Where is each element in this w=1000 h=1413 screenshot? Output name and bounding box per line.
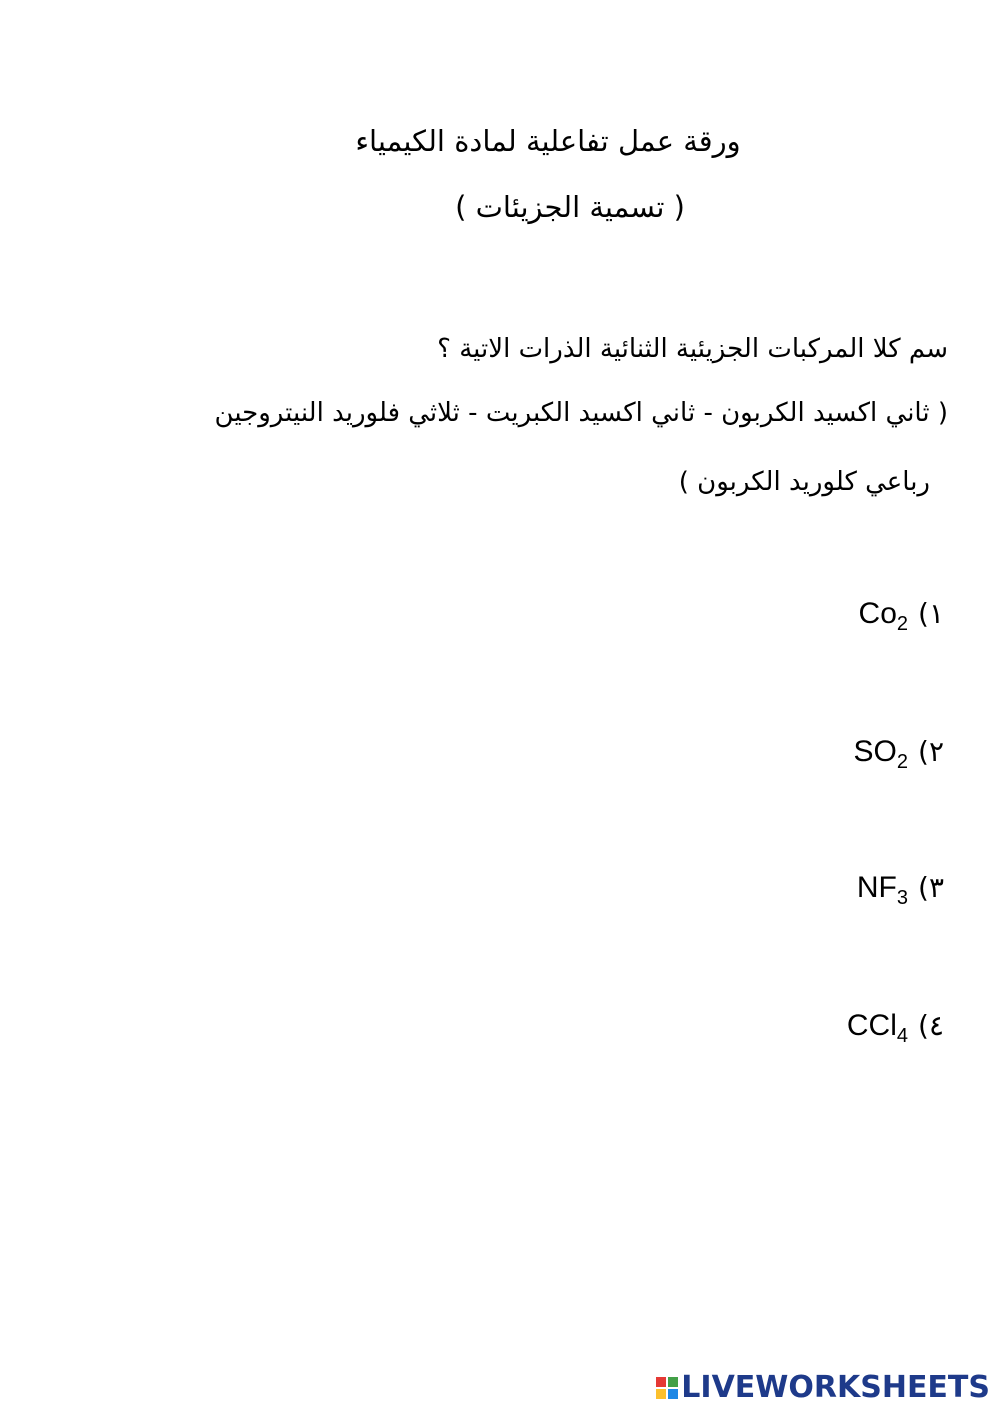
question-instruction: سم كلا المركبات الجزيئية الثنائية الذرات الاتية ؟ (437, 334, 948, 364)
item-number: (١ (918, 597, 944, 630)
formula-item (859, 597, 944, 636)
formula-item (854, 735, 944, 774)
formula: $Co_2$ (858, 597, 909, 635)
worksheet-title: ورقة عمل تفاعلية لمادة الكيمياء (355, 124, 741, 158)
answer-choices-line-2: رباعي كلوريد الكربون ) (678, 467, 930, 497)
answer-choices-line-1: ( ثاني اكسيد الكربون - ثاني اكسيد الكبريت - ثلاثي فلوريد النيتروجين (214, 398, 948, 428)
item-number: (٣ (918, 871, 944, 904)
formula-item (857, 871, 944, 910)
formula: $SO_2$ (853, 735, 909, 773)
logo-text: LIVEWORKSHEETS (681, 1370, 990, 1405)
logo-icon (656, 1377, 678, 1399)
item-number: (٤ (918, 1009, 944, 1042)
item-number: (٢ (918, 735, 944, 768)
formula: $NF_3$ (856, 871, 909, 909)
formula-item (847, 1009, 944, 1048)
worksheet-subtitle: ( تسمية الجزيئات ) (455, 190, 685, 224)
liveworksheets-logo[interactable] (656, 1370, 990, 1405)
formula: CCl$_4$ (846, 1009, 909, 1047)
